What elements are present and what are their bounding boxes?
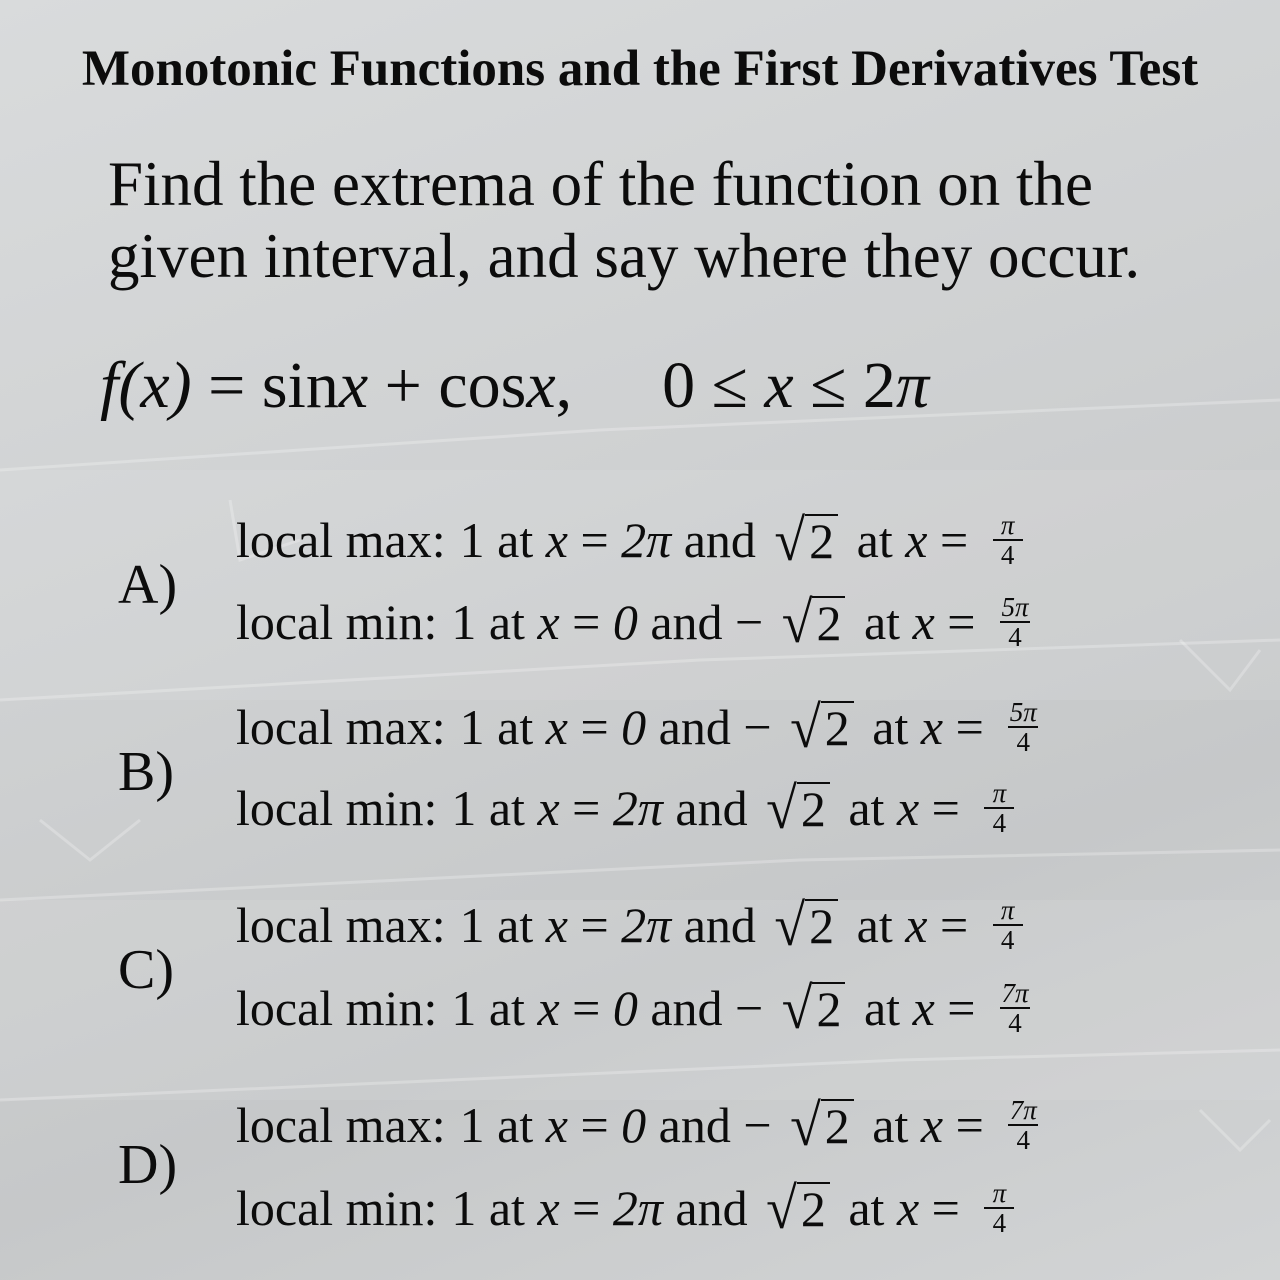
fraction-numerator: 7π [1009, 1095, 1037, 1125]
first-value: 1 at [451, 1180, 538, 1236]
fraction-numerator: 5π [1001, 592, 1029, 622]
radicand: 2 [821, 1099, 854, 1151]
first-equals: = [567, 512, 622, 568]
option-3-local-max [236, 893, 1023, 959]
plus-sign: + [368, 349, 439, 422]
and-word: and [637, 594, 736, 650]
radical-sign: √ [781, 590, 813, 656]
sqrt-expression [790, 695, 854, 761]
interval-pi: π [895, 349, 930, 422]
option-1-local-min [236, 590, 1030, 656]
at-word: at [859, 1097, 921, 1153]
extremum-label: local min: [236, 594, 438, 650]
radicand: 2 [812, 982, 845, 1034]
sqrt-expression [790, 1093, 854, 1159]
page-title: Monotonic Functions and the First Derivatives Test [81, 41, 1199, 97]
first-equals: = [567, 897, 622, 953]
fraction [1008, 1096, 1038, 1154]
second-var: x [896, 780, 920, 836]
radical-sign: √ [781, 976, 813, 1042]
sqrt-expression [774, 508, 838, 574]
negative-sign: − [743, 1097, 785, 1153]
fraction-denominator: 4 [1016, 727, 1031, 757]
fraction-denominator: 4 [1016, 1125, 1031, 1155]
extremum-label: local min: [236, 980, 438, 1036]
fraction-denominator: 4 [1000, 925, 1015, 955]
option-4-local-min [236, 1176, 1014, 1242]
and-word: and [662, 1180, 761, 1236]
first-point: 0 [612, 594, 638, 650]
function-equals: = [191, 349, 262, 422]
interval-upper: ≤ 2 [793, 349, 896, 422]
radical-sign: √ [790, 695, 821, 761]
fraction-denominator: 4 [992, 1208, 1007, 1238]
option-1-letter[interactable]: A) [118, 554, 178, 616]
extremum-label: local max: [236, 897, 446, 953]
option-4-local-max [236, 1093, 1038, 1159]
first-point: 2π [621, 512, 672, 568]
radicand: 2 [805, 899, 838, 951]
first-value: 1 at [459, 512, 546, 568]
option-3-local-min [236, 976, 1030, 1042]
fraction-numerator: π [1000, 895, 1015, 925]
second-var: x [920, 699, 944, 755]
cos-term: cos [438, 349, 527, 422]
at-word: at [859, 699, 921, 755]
at-word: at [835, 1180, 897, 1236]
extremum-label: local max: [236, 699, 446, 755]
first-var: x [545, 897, 568, 953]
fraction-numerator: 7π [1001, 978, 1029, 1008]
option-3-letter[interactable]: C) [118, 939, 174, 1001]
first-equals: = [559, 594, 613, 650]
at-word: at [851, 594, 913, 650]
first-var: x [537, 780, 560, 836]
sqrt-expression [781, 590, 846, 656]
first-var: x [545, 699, 568, 755]
and-word: and [671, 512, 769, 568]
first-var: x [545, 1097, 568, 1153]
second-var: x [920, 1097, 944, 1153]
at-word: at [835, 780, 897, 836]
extremum-label: local max: [236, 1097, 446, 1153]
sin-arg: x [338, 349, 369, 422]
question-prompt: Find the extrema of the function on the given interval, and say where they occur. [108, 149, 1141, 291]
first-point: 0 [621, 1097, 647, 1153]
second-equals: = [927, 512, 981, 568]
second-equals: = [943, 699, 997, 755]
fraction-denominator: 4 [1008, 622, 1022, 652]
and-word: and [637, 980, 736, 1036]
radical-sign: √ [774, 508, 806, 574]
first-value: 1 at [451, 980, 538, 1036]
first-point: 2π [612, 1180, 663, 1236]
fraction-denominator: 4 [992, 808, 1007, 838]
and-word: and [662, 780, 761, 836]
fraction-denominator: 4 [1000, 540, 1015, 570]
fraction-numerator: π [992, 778, 1007, 808]
first-var: x [537, 594, 560, 650]
first-point: 0 [612, 980, 638, 1036]
first-equals: = [567, 1097, 622, 1153]
fraction [1008, 698, 1038, 756]
radicand: 2 [805, 514, 838, 566]
first-value: 1 at [459, 897, 546, 953]
first-value: 1 at [451, 780, 538, 836]
first-value: 1 at [459, 699, 546, 755]
option-2-local-min [236, 776, 1014, 842]
radicand: 2 [797, 1182, 830, 1234]
first-equals: = [559, 1180, 613, 1236]
second-var: x [912, 594, 935, 650]
option-2-letter[interactable]: B) [118, 741, 174, 803]
first-value: 1 at [451, 594, 538, 650]
function-name: f(x) [100, 349, 192, 422]
function-definition [100, 348, 929, 424]
second-equals: = [919, 780, 973, 836]
option-4-letter[interactable]: D) [118, 1134, 178, 1196]
fraction-denominator: 4 [1008, 1008, 1022, 1038]
fraction-numerator: π [992, 1178, 1007, 1208]
negative-sign: − [735, 594, 776, 650]
fraction [984, 1179, 1014, 1237]
negative-sign: − [735, 980, 776, 1036]
sqrt-expression [781, 976, 846, 1042]
first-equals: = [567, 699, 622, 755]
first-var: x [545, 512, 568, 568]
sqrt-expression [774, 893, 838, 959]
cos-arg: x [526, 349, 556, 422]
second-var: x [905, 512, 928, 568]
fraction [1000, 593, 1030, 651]
extremum-label: local min: [236, 780, 438, 836]
second-equals: = [919, 1180, 973, 1236]
comma: , [555, 349, 573, 422]
second-var: x [912, 980, 935, 1036]
second-equals: = [927, 897, 981, 953]
radicand: 2 [812, 596, 845, 648]
extremum-label: local min: [236, 1180, 438, 1236]
radical-sign: √ [766, 1176, 797, 1242]
at-word: at [851, 980, 913, 1036]
and-word: and [646, 699, 744, 755]
fraction-numerator: 5π [1009, 697, 1037, 727]
second-var: x [896, 1180, 920, 1236]
option-2-local-max [236, 695, 1038, 761]
interval-lower: 0 ≤ [662, 349, 765, 422]
fraction [993, 511, 1023, 569]
radical-sign: √ [774, 893, 806, 959]
and-word: and [671, 897, 769, 953]
fraction [993, 896, 1023, 954]
first-equals: = [559, 780, 613, 836]
sqrt-expression [766, 776, 830, 842]
first-var: x [537, 1180, 560, 1236]
option-1-local-max [236, 508, 1023, 574]
first-point: 0 [621, 699, 647, 755]
sin-term: sin [261, 349, 339, 422]
interval-var: x [764, 349, 794, 422]
fraction-numerator: π [1000, 510, 1015, 540]
radicand: 2 [797, 782, 830, 834]
first-value: 1 at [459, 1097, 546, 1153]
at-word: at [844, 512, 906, 568]
second-var: x [905, 897, 928, 953]
second-equals: = [934, 980, 988, 1036]
sqrt-expression [766, 1176, 830, 1242]
and-word: and [646, 1097, 744, 1153]
second-equals: = [934, 594, 988, 650]
at-word: at [844, 897, 906, 953]
radical-sign: √ [790, 1093, 821, 1159]
first-var: x [537, 980, 560, 1036]
second-equals: = [943, 1097, 997, 1153]
extremum-label: local max: [236, 512, 446, 568]
negative-sign: − [743, 699, 785, 755]
fraction [984, 779, 1014, 837]
first-point: 2π [621, 897, 672, 953]
fraction [1000, 979, 1030, 1037]
first-equals: = [559, 980, 613, 1036]
radical-sign: √ [766, 776, 797, 842]
radicand: 2 [821, 701, 854, 753]
first-point: 2π [612, 780, 663, 836]
